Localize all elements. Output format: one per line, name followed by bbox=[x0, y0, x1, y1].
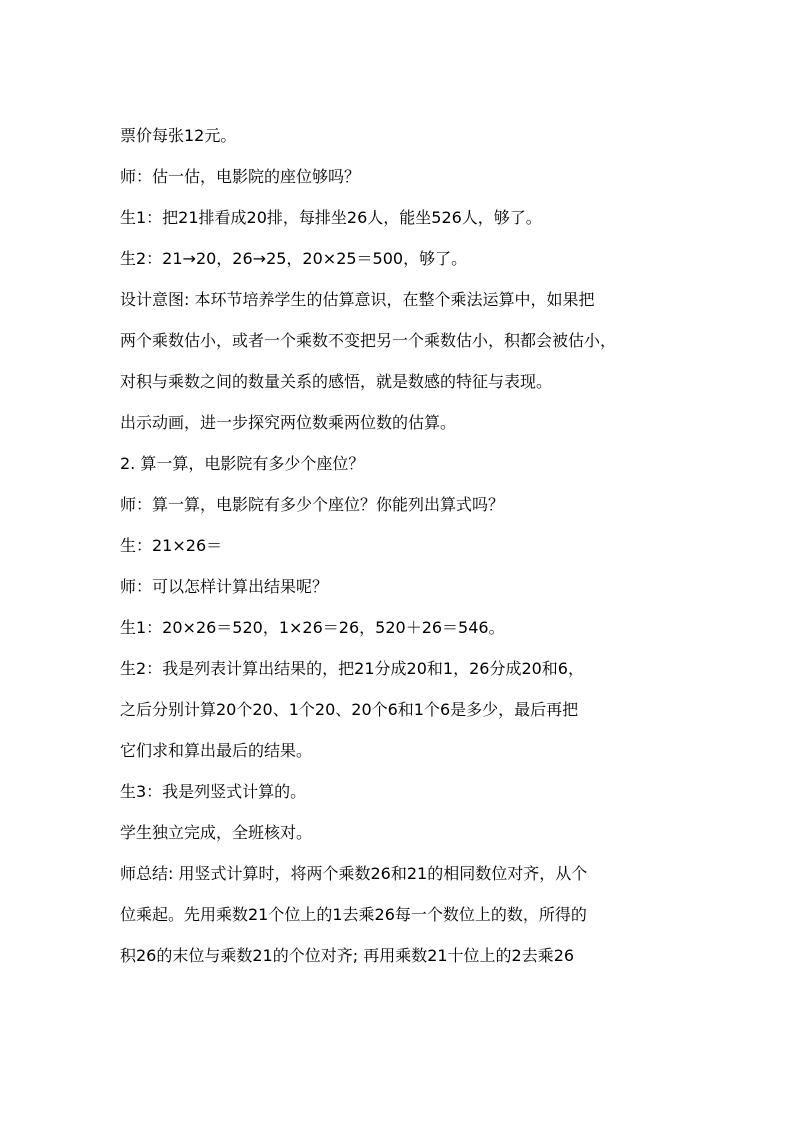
text-line: 对积与乘数之间的数量关系的感悟，就是数感的特征与表现。 bbox=[120, 372, 553, 391]
text-line: 师：算一算，电影院有多少个座位？你能列出算式吗？ bbox=[120, 495, 505, 514]
text-line: 生1：把21排看成20排，每排坐26人，能坐526人，够了。 bbox=[120, 208, 542, 227]
text-line: 生2：我是列表计算出结果的，把21分成20和1，26分成20和6， bbox=[120, 659, 584, 678]
text-line: 生2：21→20，26→25，20×25＝500，够了。 bbox=[120, 249, 468, 268]
text-line: 位乘起。先用乘数21个位上的1去乘26每一个数位上的数，所得的 bbox=[120, 905, 587, 924]
text-line: 2. 算一算，电影院有多少个座位？ bbox=[120, 454, 365, 473]
text-line: 生：21×26＝ bbox=[120, 536, 223, 555]
text-line: 设计意图: 本环节培养学生的估算意识，在整个乘法运算中，如果把 bbox=[120, 290, 595, 309]
text-line: 师总结: 用竖式计算时，将两个乘数26和21的相同数位对齐，从个 bbox=[120, 864, 588, 883]
text-line: 票价每张12元。 bbox=[120, 126, 237, 145]
text-line: 师：可以怎样计算出结果呢？ bbox=[120, 577, 329, 596]
text-line: 生1：20×26＝520，1×26＝26，520＋26＝546。 bbox=[120, 618, 505, 637]
text-line: 两个乘数估小，或者一个乘数不变把另一个乘数估小，积都会被估小， bbox=[120, 331, 617, 350]
text-line: 之后分别计算20个20、1个20、20个6和1个6是多少，最后再把 bbox=[120, 700, 579, 719]
text-line: 它们求和算出最后的结果。 bbox=[120, 741, 313, 760]
document-body bbox=[120, 126, 680, 987]
text-line: 学生独立完成，全班核对。 bbox=[120, 823, 313, 842]
text-line: 师：估一估，电影院的座位够吗？ bbox=[120, 167, 361, 186]
text-line: 积26的末位与乘数21的个位对齐; 再用乘数21十位上的2去乘26 bbox=[120, 946, 575, 965]
text-line: 生3：我是列竖式计算的。 bbox=[120, 782, 307, 801]
text-line: 出示动画，进一步探究两位数乘两位数的估算。 bbox=[120, 413, 457, 432]
